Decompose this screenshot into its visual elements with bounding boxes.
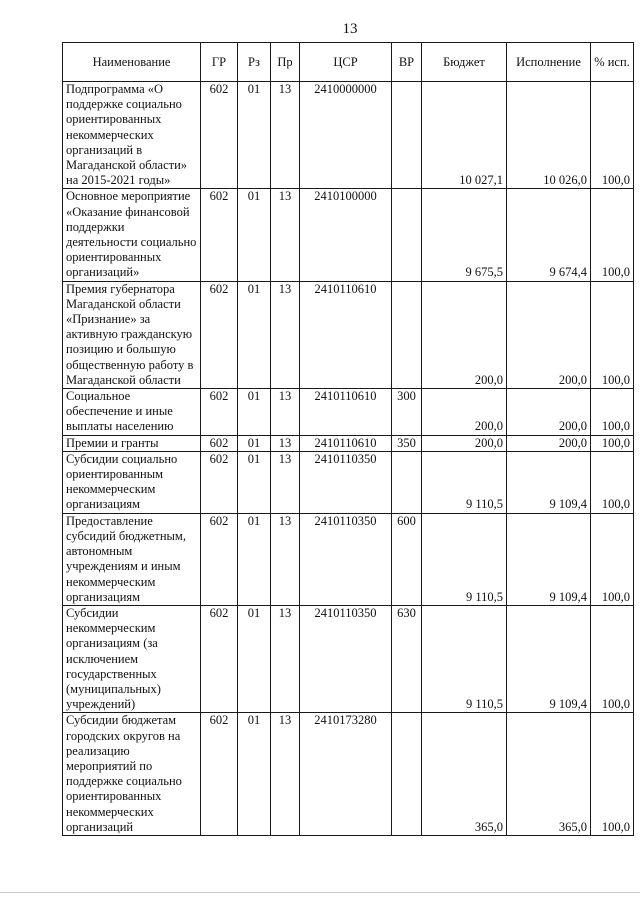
row-percent: 100,0 [591, 451, 634, 513]
row-vr [392, 82, 422, 189]
row-csr: 2410110350 [300, 513, 392, 605]
row-name: Субсидии бюджетам городских округов на реализацию мероприятий по поддержке социально ориентированных некоммерческих организаций [63, 713, 201, 836]
row-vr [392, 451, 422, 513]
row-budget: 200,0 [422, 281, 507, 388]
table-row [63, 82, 634, 189]
row-execution: 200,0 [507, 435, 591, 451]
row-percent: 100,0 [591, 82, 634, 189]
row-pr: 13 [271, 435, 300, 451]
row-execution: 10 026,0 [507, 82, 591, 189]
row-vr: 300 [392, 389, 422, 436]
row-pr: 13 [271, 281, 300, 388]
row-csr: 2410173280 [300, 713, 392, 836]
row-percent: 100,0 [591, 713, 634, 836]
row-name: Предоставление субсидий бюджетным, автономным учреждениям и иным некоммерческим организациям [63, 513, 201, 605]
row-vr [392, 281, 422, 388]
row-csr: 2410110350 [300, 451, 392, 513]
row-vr: 350 [392, 435, 422, 451]
row-execution: 9 109,4 [507, 605, 591, 712]
row-rz: 01 [238, 389, 271, 436]
row-pr: 13 [271, 82, 300, 189]
row-rz: 01 [238, 713, 271, 836]
header-pr: Пр [271, 43, 300, 82]
page-number: 13 [342, 21, 358, 37]
row-name: Субсидии некоммерческим организациям (за исключением государственных (муниципальных) учреждений) [63, 605, 201, 712]
row-pr: 13 [271, 713, 300, 836]
row-gr: 602 [201, 389, 238, 436]
row-csr: 2410100000 [300, 189, 392, 281]
row-name: Основное мероприятие «Оказание финансовой поддержки деятельности социально ориентированных организаций» [63, 189, 201, 281]
row-csr: 2410000000 [300, 82, 392, 189]
row-gr: 602 [201, 605, 238, 712]
row-pr: 13 [271, 513, 300, 605]
row-name: Социальное обеспечение и иные выплаты населению [63, 389, 201, 436]
table-row [63, 713, 634, 836]
row-gr: 602 [201, 281, 238, 388]
row-execution: 200,0 [507, 389, 591, 436]
table-row [63, 189, 634, 281]
header-execution: Исполнение [507, 43, 591, 82]
header-percent: % исп. [591, 43, 634, 82]
table-row [63, 435, 634, 451]
row-execution: 365,0 [507, 713, 591, 836]
header-budget: Бюджет [422, 43, 507, 82]
row-execution: 9 109,4 [507, 513, 591, 605]
row-pr: 13 [271, 389, 300, 436]
row-budget: 9 675,5 [422, 189, 507, 281]
row-rz: 01 [238, 189, 271, 281]
row-pr: 13 [271, 451, 300, 513]
row-budget: 200,0 [422, 435, 507, 451]
row-rz: 01 [238, 605, 271, 712]
table-row [63, 513, 634, 605]
row-gr: 602 [201, 513, 238, 605]
row-vr: 630 [392, 605, 422, 712]
row-percent: 100,0 [591, 513, 634, 605]
row-csr: 2410110610 [300, 281, 392, 388]
row-budget: 9 110,5 [422, 451, 507, 513]
row-rz: 01 [238, 451, 271, 513]
row-name: Подпрограмма «О поддержке социально ориентированных некоммерческих организаций в Магаданской области» на 2015-2021 годы» [63, 82, 201, 189]
row-rz: 01 [238, 513, 271, 605]
row-gr: 602 [201, 189, 238, 281]
row-vr: 600 [392, 513, 422, 605]
row-csr: 2410110610 [300, 389, 392, 436]
row-gr: 602 [201, 451, 238, 513]
row-percent: 100,0 [591, 389, 634, 436]
row-rz: 01 [238, 82, 271, 189]
row-percent: 100,0 [591, 435, 634, 451]
row-execution: 9 109,4 [507, 451, 591, 513]
row-vr [392, 713, 422, 836]
table-row [63, 389, 634, 436]
header-rz: Рз [238, 43, 271, 82]
row-percent: 100,0 [591, 189, 634, 281]
row-rz: 01 [238, 281, 271, 388]
row-csr: 2410110610 [300, 435, 392, 451]
row-budget: 200,0 [422, 389, 507, 436]
row-percent: 100,0 [591, 605, 634, 712]
row-budget: 10 027,1 [422, 82, 507, 189]
row-pr: 13 [271, 189, 300, 281]
row-name: Премия губернатора Магаданской области «Признание» за активную гражданскую позицию и большую общественную работу в Магаданской области [63, 281, 201, 388]
header-csr: ЦСР [300, 43, 392, 82]
row-budget: 365,0 [422, 713, 507, 836]
budget-execution-table [62, 42, 634, 836]
table-row [63, 281, 634, 388]
row-rz: 01 [238, 435, 271, 451]
table-row [63, 451, 634, 513]
row-name: Субсидии социально ориентированным некоммерческим организациям [63, 451, 201, 513]
page-bottom-divider [0, 892, 640, 893]
row-budget: 9 110,5 [422, 605, 507, 712]
row-execution: 9 674,4 [507, 189, 591, 281]
row-gr: 602 [201, 82, 238, 189]
row-gr: 602 [201, 713, 238, 836]
row-csr: 2410110350 [300, 605, 392, 712]
header-vr: ВР [392, 43, 422, 82]
row-vr [392, 189, 422, 281]
row-name: Премии и гранты [63, 435, 201, 451]
row-budget: 9 110,5 [422, 513, 507, 605]
header-name: Наименование [63, 43, 201, 82]
row-pr: 13 [271, 605, 300, 712]
table-header-row [63, 43, 634, 82]
row-execution: 200,0 [507, 281, 591, 388]
header-gr: ГР [201, 43, 238, 82]
row-gr: 602 [201, 435, 238, 451]
row-percent: 100,0 [591, 281, 634, 388]
table-row [63, 605, 634, 712]
